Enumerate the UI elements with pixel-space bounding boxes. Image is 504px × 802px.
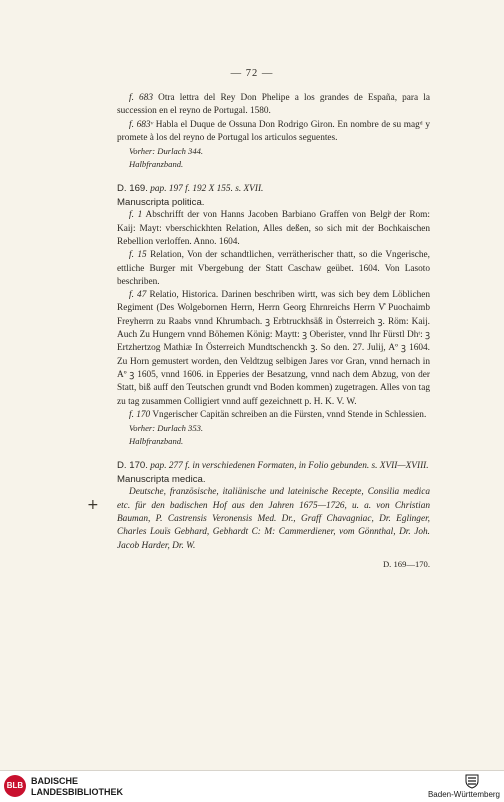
folio-entry: f. 683ᵛ Habla el Duque de Ossuna Don Rodrigo Giron. En nombre de su magᵈ y promete à los del reyno de Portugal los articulos seguentes.: [117, 119, 430, 143]
entry-heading-169: D. 169. pap. 197 f. 192 X 155. s. XVII.: [117, 182, 264, 194]
folio-entry: f. 47 Relatio, Historica. Darinen beschriben wirtt, was sich bey dem Löblichen Regiment (Des Wolgebornen Herrn, Herrn Georg Ehrnreichs Herrn V̊ Puochaimb Freyherrn zu Raabs vnnd Khrumbach. ꝫ Erbtruckhsäß in Österreich ꝫ. Röm: Kaij. Auch Zu Hungern vnnd Böhemen König: Maytt: ꝫ Oberister, vnnd Ihr Fürstl Dhᵗ: ꝫ Ertzhertzog Mathiæ In Österreich Mundtschenckh ꝫ. So den. 27. Julij, Aº ꝫ 1604. Zu Horn gemustert worden, den Veldtzug selbigen Jares vor Gran, vnnd hernach in Aº ꝫ 1605, vnnd 1606. in Epperies der Besatzung, vnnd nach dem Abzug, von der Statt, biß auff den Teutschen grundt vnd Boden kommen) zugetragen. Alles von tag zu tag zusammen Colligiert vnnd auff gezeichnett p. H. K. V. W.: [117, 290, 430, 407]
catalog-text: [117, 92, 430, 571]
library-footer: [0, 770, 504, 802]
library-name[interactable]: BADISCHE LANDESBIBLIOTHEK: [31, 776, 123, 797]
provenance-note: Vorher: Durlach 353.: [129, 423, 204, 434]
binding-note: Halbfranzband.: [129, 159, 184, 170]
catchword: D. 169—170.: [382, 558, 430, 569]
margin-plus-mark: +: [87, 497, 99, 513]
folio-entry: f. 15 Relation, Von der schandtlichen, verrätherischer thatt, so die Vngerische, ettliche Burger mit Vbergebung der Statt Caschaw geübet. 1604. Von Lasoto beschriben.: [117, 250, 431, 287]
binding-note: Halbfranzband.: [129, 436, 184, 447]
entry-description-170: Deutsche, französische, italiänische und lateinische Recepte, Consilia medica etc. für den badischen Hof aus den Jahren 1675—1726, u. a. von Christian Bauman, P. Castrensis Veronensis Med. Dr., Graff Chavagniac, Dr. Eglinger, Charles Louïs Gebhard, Gebhardt C: M: Cammerdiener, vom Gönnthal, Dr. Joh. Jacob Harder, Dr. W.: [117, 487, 430, 551]
entry-title-169: Manuscripta politica.: [117, 197, 205, 209]
entry-heading-170: D. 170. pap. 277 f. in verschiedenen Formaten, in Folio gebunden. s. XVII—XVIII.: [117, 459, 429, 471]
provenance-note: Vorher: Durlach 344.: [129, 146, 204, 157]
region-label[interactable]: Baden-Württemberg: [427, 790, 500, 799]
page-number: — 72 —: [230, 68, 274, 79]
coat-of-arms-icon: [464, 773, 480, 789]
folio-entry: f. 170 Vngerischer Capitän schreiben an die Fürsten, vnnd Stende in Schlessien.: [129, 409, 427, 420]
folio-entry: f. 683 Otra lettra del Rey Don Phelipe a los grandes de España, para la succession en el reyno de Portugal. 1580.: [117, 93, 430, 117]
folio-entry: f. 1 Abschrifft der von Hanns Jacoben Barbiano Graffen von Belgiͦ der Rom: Kaij: Mayt: vberschickhten Relation, Alles deßen, so sich mit der Bochkaischen Rebellion verloffen. Anno. 1604.: [117, 210, 430, 247]
entry-title-170: Manuscripta medica.: [117, 474, 206, 486]
blb-logo-icon[interactable]: BLB: [4, 775, 26, 797]
